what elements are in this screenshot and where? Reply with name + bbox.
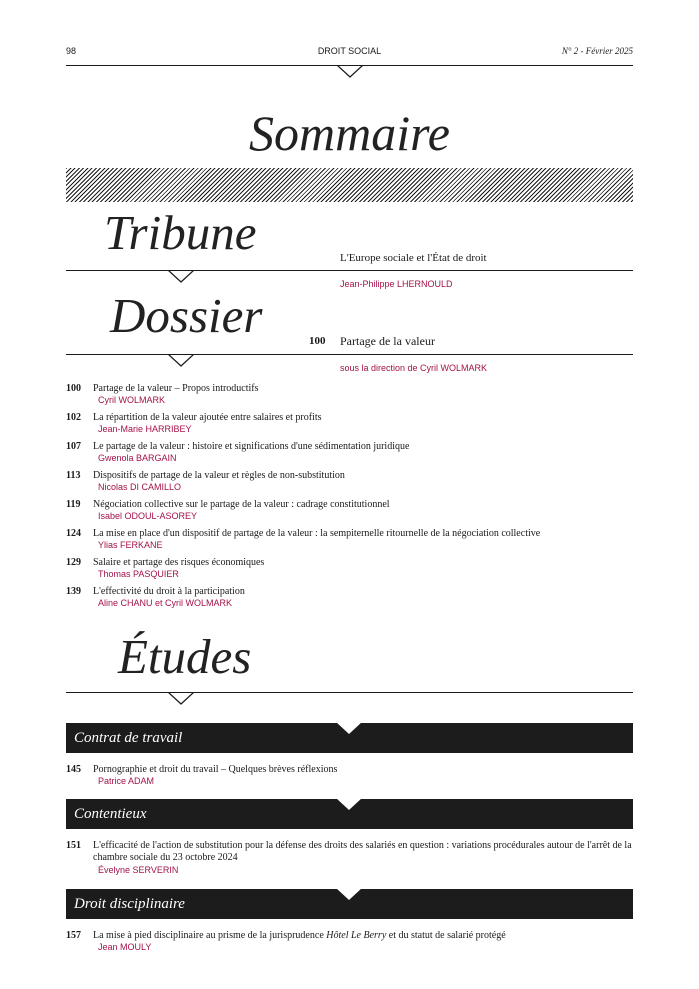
entry-author: Aline CHANU et Cyril WOLMARK xyxy=(98,598,233,608)
entry-author: Jean MOULY xyxy=(98,942,152,952)
entry-title: L'efficacité de l'action de substitution pour la défense des droits des salariés en question : variations procédurales autour de l'arrêt de la chambre sociale du 23 octobre 2024 xyxy=(93,840,632,863)
entry-author: Cyril WOLMARK xyxy=(98,395,165,405)
entry-title: La mise en place d'un dispositif de partage de la valeur : la sempiternelle ritournelle de la négociation collective xyxy=(93,528,541,539)
entry-title: Pornographie et droit du travail – Quelques brèves réflexions xyxy=(93,764,338,775)
section-bar-disciplinaire xyxy=(66,889,633,919)
section-label: Contrat de travail xyxy=(74,730,183,746)
entry-page: 157 xyxy=(66,930,81,941)
journal-name: DROIT SOCIAL xyxy=(317,46,382,56)
entry-title: Dispositifs de partage de la valeur et règles de non-substitution xyxy=(93,470,345,481)
tribune-title: L'Europe sociale et l'État de droit xyxy=(340,252,487,264)
entry-author: Jean-Marie HARRIBEY xyxy=(98,424,192,434)
entry-title xyxy=(93,930,633,942)
header-notch xyxy=(337,65,363,79)
entry-title-start: La mise à pied disciplinaire au prisme de la jurisprudence xyxy=(93,930,327,941)
tribune-heading: Tribune xyxy=(104,205,257,260)
entry-title: Négociation collective sur le partage de la valeur : cadrage constitutionnel xyxy=(93,499,390,510)
entry-title: Partage de la valeur – Propos introductifs xyxy=(93,383,259,394)
tribune-rule xyxy=(66,270,633,271)
tribune-notch xyxy=(168,270,194,284)
dossier-title: Partage de la valeur xyxy=(340,334,435,348)
dossier-notch xyxy=(168,354,194,368)
dossier-heading: Dossier xyxy=(110,288,263,343)
section-label: Contentieux xyxy=(74,806,147,822)
dossier-page: 100 xyxy=(309,335,326,347)
entry-author: Thomas PASQUIER xyxy=(98,569,179,579)
entry-author: Ylias FERKANE xyxy=(98,540,163,550)
entry-page: 113 xyxy=(66,470,81,481)
entry-author: Gwenola BARGAIN xyxy=(98,453,177,463)
entry-page: 107 xyxy=(66,441,81,452)
entry-title: Salaire et partage des risques économiques xyxy=(93,557,265,568)
entry-title: La répartition de la valeur ajoutée entre salaires et profits xyxy=(93,412,322,423)
issue-number: N° 2 - Février 2025 xyxy=(561,46,633,56)
entry-title-italic: Hôtel Le Berry xyxy=(326,930,387,941)
dossier-direction: sous la direction de Cyril WOLMARK xyxy=(340,363,488,373)
section-bar-contentieux xyxy=(66,799,633,829)
entry-page: 151 xyxy=(66,840,81,851)
entry-author: Isabel ODOUL-ASOREY xyxy=(98,511,198,521)
page-title: Sommaire xyxy=(249,105,450,161)
entry-author: Patrice ADAM xyxy=(98,776,155,786)
entry-page: 129 xyxy=(66,557,81,568)
entry-author: Nicolas DI CAMILLO xyxy=(98,482,182,492)
dossier-rule xyxy=(66,354,633,355)
etudes-heading: Études xyxy=(118,629,252,684)
section-label: Droit disciplinaire xyxy=(74,896,185,912)
entry-page: 124 xyxy=(66,528,81,539)
etudes-notch xyxy=(168,692,194,706)
tribune-author: Jean-Philippe LHERNOULD xyxy=(340,279,453,289)
entry-page: 100 xyxy=(66,383,81,394)
entry-title: Le partage de la valeur : histoire et significations d'une sédimentation juridique xyxy=(93,441,410,452)
entry-title-end: et du statut de salarié protégé xyxy=(386,930,506,941)
page-number: 98 xyxy=(66,46,77,56)
section-notch xyxy=(336,722,362,735)
entry-page: 139 xyxy=(66,586,81,597)
entry-page: 145 xyxy=(66,764,81,775)
etudes-rule xyxy=(66,692,633,693)
entry-page: 102 xyxy=(66,412,81,423)
section-notch xyxy=(336,798,362,811)
entry-page: 119 xyxy=(66,499,81,510)
section-notch xyxy=(336,888,362,901)
title-hatch-band xyxy=(66,168,633,202)
section-bar-contrat xyxy=(66,723,633,753)
entry-title: L'effectivité du droit à la participation xyxy=(93,586,245,597)
entry-author: Évelyne SERVERIN xyxy=(98,865,179,875)
